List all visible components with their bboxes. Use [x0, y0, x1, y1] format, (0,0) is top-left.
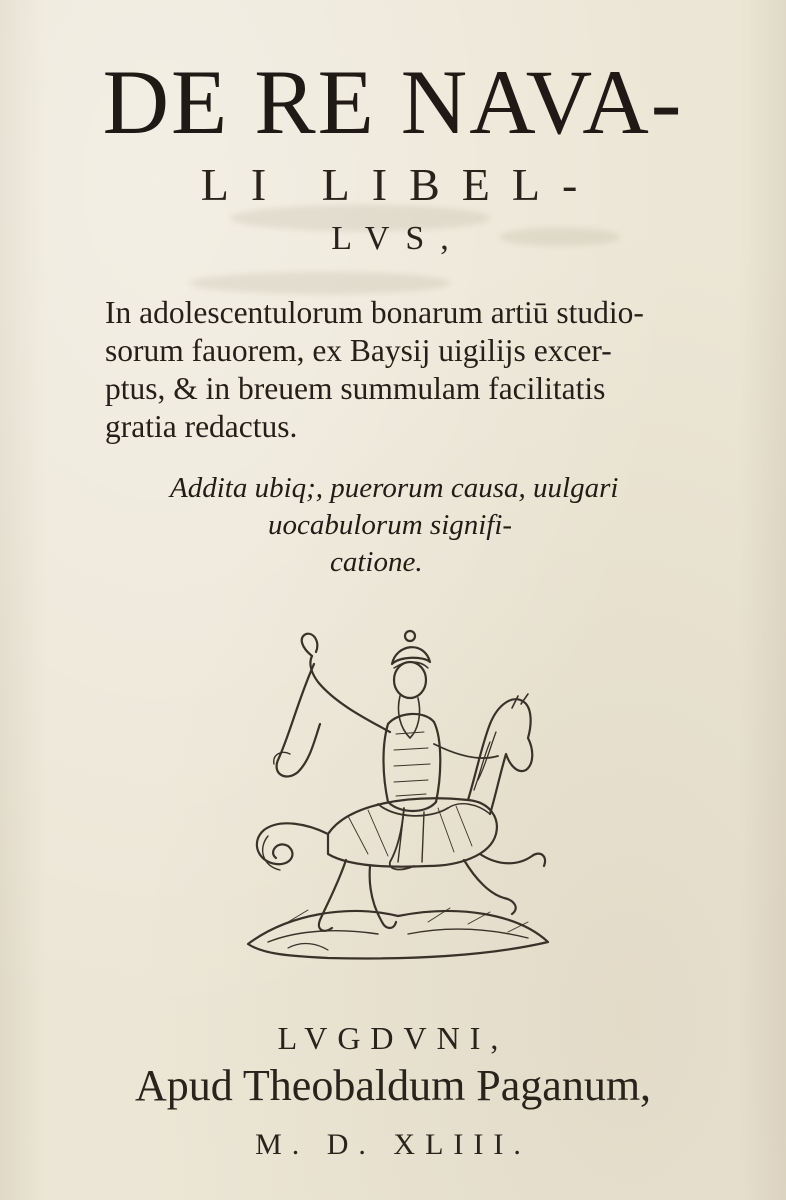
- addita-note: [160, 470, 640, 581]
- addita-line: uocabulorum signifi-: [268, 509, 513, 541]
- subtitle-line: In adolescentulorum bonarum artiū studio-: [105, 295, 644, 330]
- subtitle-line: gratia redactus.: [105, 409, 298, 444]
- foxing-stain: [190, 272, 450, 294]
- title-line-3: LVS,: [331, 220, 465, 257]
- subtitle-line: ptus, & in breuem summulam facilitatis: [105, 371, 606, 406]
- title-line-2: LI LIBEL-: [200, 159, 600, 210]
- imprint-year: M. D. XLIII.: [255, 1128, 531, 1161]
- imprint-printer: Apud Theobaldum Paganum,: [134, 1061, 652, 1110]
- imprint-place: LVGDVNI,: [277, 1020, 509, 1056]
- horseman-woodcut-icon: [228, 604, 568, 974]
- subtitle-paragraph: [105, 294, 717, 446]
- addita-line: Addita ubiq;, puerorum causa, uulgari: [170, 472, 619, 504]
- title-line-1: DE RE NAVA-: [102, 51, 684, 153]
- addita-line: catione.: [330, 546, 423, 578]
- subtitle-line: sorum fauorem, ex Baysij uigilijs excer-: [105, 333, 612, 368]
